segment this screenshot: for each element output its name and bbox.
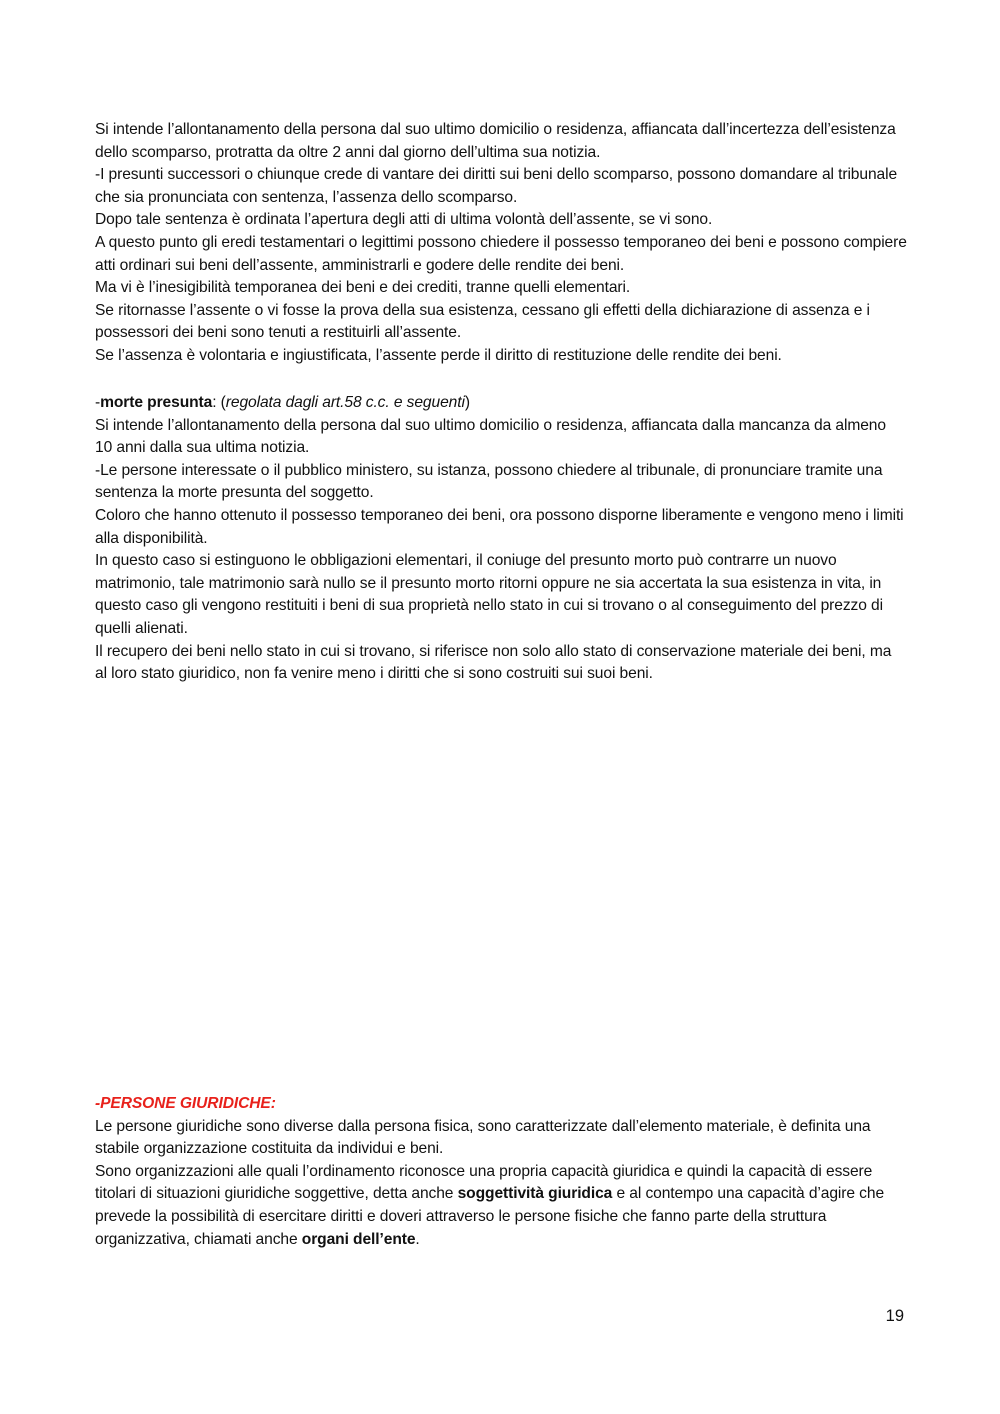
text-run: e al contempo una capacità d’agire che prevede la possibilità di esercitare diritti e doveri attraverso le persone fisiche che fanno parte della struttura organizzativa, chiamati anche	[95, 1185, 885, 1248]
section-heading-red: -PERSONE GIURIDICHE:	[95, 1095, 276, 1112]
paragraph: A questo punto gli eredi testamentari o legittimi possono chiedere il possesso temporaneo dei beni e possono compiere atti ordinari sui beni dell’assente, amministrarli e godere delle rendite dei beni.	[95, 233, 907, 274]
text-run: .	[415, 1230, 420, 1248]
paragraph: Coloro che hanno ottenuto il possesso temporaneo dei beni, ora possono disporne liberamente e vengono meno i limiti alla disponibilità.	[95, 506, 904, 547]
heading-bold-term: morte presunta	[100, 394, 213, 411]
page-number: 19	[885, 1307, 904, 1325]
paragraph	[95, 1161, 907, 1251]
paragraph: -I presunti successori o chiunque crede di vantare dei diritti sui beni dello scomparso, possono domandare al tribunale che sia pronunciata con sentenza, l’assenza dello scomparso.	[95, 166, 898, 206]
heading-prefix: -	[95, 394, 101, 411]
paragraph: Se ritornasse l’assente o vi fosse la prova della sua esistenza, cessano gli effetti della dichiarazione di assenza e i possessori dei beni sono tenuti a restituirli all’assente.	[95, 301, 870, 342]
paragraph: In questo caso si estinguono le obbligazioni elementari, il coniuge del presunto morto può contrarre un nuovo matrimonio, tale matrimonio sarà nullo se il presunto morto ritorni oppure ne sia accertata la sua esistenza in vita, in questo caso gli vengono restituiti i beni di sua proprietà nello stato in cui si trovano o al conseguimento del prezzo di quelli alienati.	[95, 552, 883, 637]
section-heading	[95, 392, 907, 415]
heading-mid: : (	[212, 394, 226, 411]
bold-term: organi dell’ente	[301, 1230, 416, 1248]
paragraph: Il recupero dei beni nello stato in cui si trovano, si riferisce non solo allo stato di conservazione materiale dei beni, ma al loro stato giuridico, non fa venire meno i diritti che si sono costruiti sui suoi beni.	[95, 642, 892, 683]
paragraph: Le persone giuridiche sono diverse dalla persona fisica, sono caratterizzate dall’elemento materiale, è definita una stabile organizzazione costituita da individui e beni.	[95, 1117, 871, 1158]
paragraph: Se l’assenza è volontaria e ingiustificata, l’assente perde il diritto di restituzione delle rendite dei beni.	[95, 346, 782, 364]
paragraph: Ma vi è l’inesigibilità temporanea dei beni e dei crediti, tranne quelli elementari.	[95, 279, 631, 297]
heading-italic-reference: regolata dagli art.58 c.c. e seguenti	[225, 394, 465, 411]
paragraph: Dopo tale sentenza è ordinata l’apertura degli atti di ultima volontà dell’assente, se vi sono.	[95, 211, 713, 229]
paragraph: Si intende l’allontanamento della persona dal suo ultimo domicilio o residenza, affiancata dall’incertezza dell’esistenza dello scomparso, protratta da oltre 2 anni dal giorno dell’ultima sua notizia.	[95, 121, 896, 161]
legal-persons-section	[95, 1093, 907, 1251]
text-run: Sono organizzazioni alle quali l’ordinamento riconosce una propria capacità giuridica e quindi la capacità di essere titolari di situazioni giuridiche soggettive, detta anche	[95, 1162, 873, 1203]
paragraph: -Le persone interessate o il pubblico ministero, su istanza, possono chiedere al tribunale, di pronunciare tramite una sentenza la morte presunta del soggetto.	[95, 461, 883, 502]
bold-term: soggettività giuridica	[457, 1185, 613, 1203]
heading-suffix: )	[464, 394, 470, 411]
absence-section	[95, 119, 907, 368]
presumed-death-section	[95, 392, 907, 686]
paragraph: Si intende l’allontanamento della persona dal suo ultimo domicilio o residenza, affiancata dalla mancanza da almeno 10 anni dalla sua ultima notizia.	[95, 416, 886, 457]
